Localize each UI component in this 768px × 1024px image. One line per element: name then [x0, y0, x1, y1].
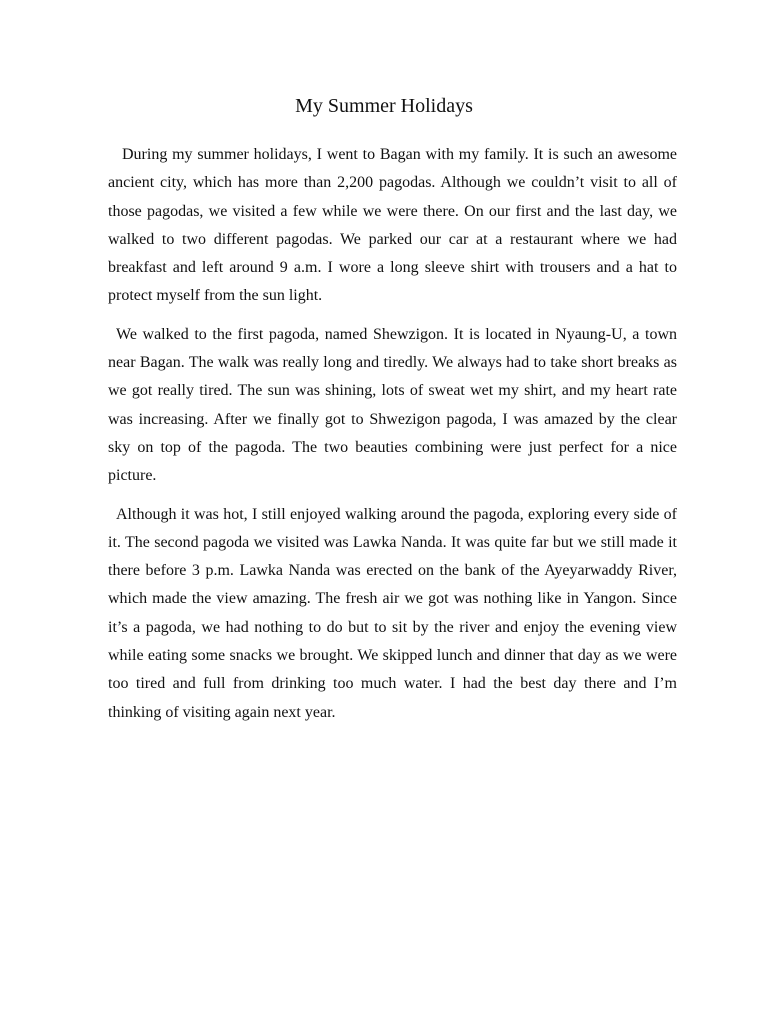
- document-body: [108, 141, 677, 737]
- document-title: My Summer Holidays: [295, 95, 473, 117]
- paragraph-3: Although it was hot, I still enjoyed walking around the pagoda, exploring every side of it. The second pagoda we visited was Lawka Nanda. It was quite far but we still made it there before 3 p.m. Lawka Nanda was erected on the bank of the Ayeyarwaddy River, which made the view amazing. The fresh air we got was nothing like in Yangon. Since it’s a pagoda, we had nothing to do but to sit by the river and enjoy the evening view while eating some snacks we brought. We skipped lunch and dinner that day as we were too tired and full from drinking too much water. I had the best day there and I’m thinking of visiting again next year.: [108, 505, 677, 721]
- paragraph-1: During my summer holidays, I went to Bagan with my family. It is such an awesome ancient city, which has more than 2,200 pagodas. Although we couldn’t visit to all of those pagodas, we visited a few while we were there. On our first and the last day, we walked to two different pagodas. We parked our car at a restaurant where we had breakfast and left around 9 a.m. I wore a long sleeve shirt with trousers and a hat to protect myself from the sun light.: [108, 146, 677, 305]
- paragraph-2: We walked to the first pagoda, named Shewzigon. It is located in Nyaung-U, a town near Bagan. The walk was really long and tiredly. We always had to take short breaks as we got really tired. The sun was shining, lots of sweat wet my shirt, and my heart rate was increasing. After we finally got to Shwezigon pagoda, I was amazed by the clear sky on top of the pagoda. The two beauties combining were just perfect for a nice picture.: [108, 325, 677, 485]
